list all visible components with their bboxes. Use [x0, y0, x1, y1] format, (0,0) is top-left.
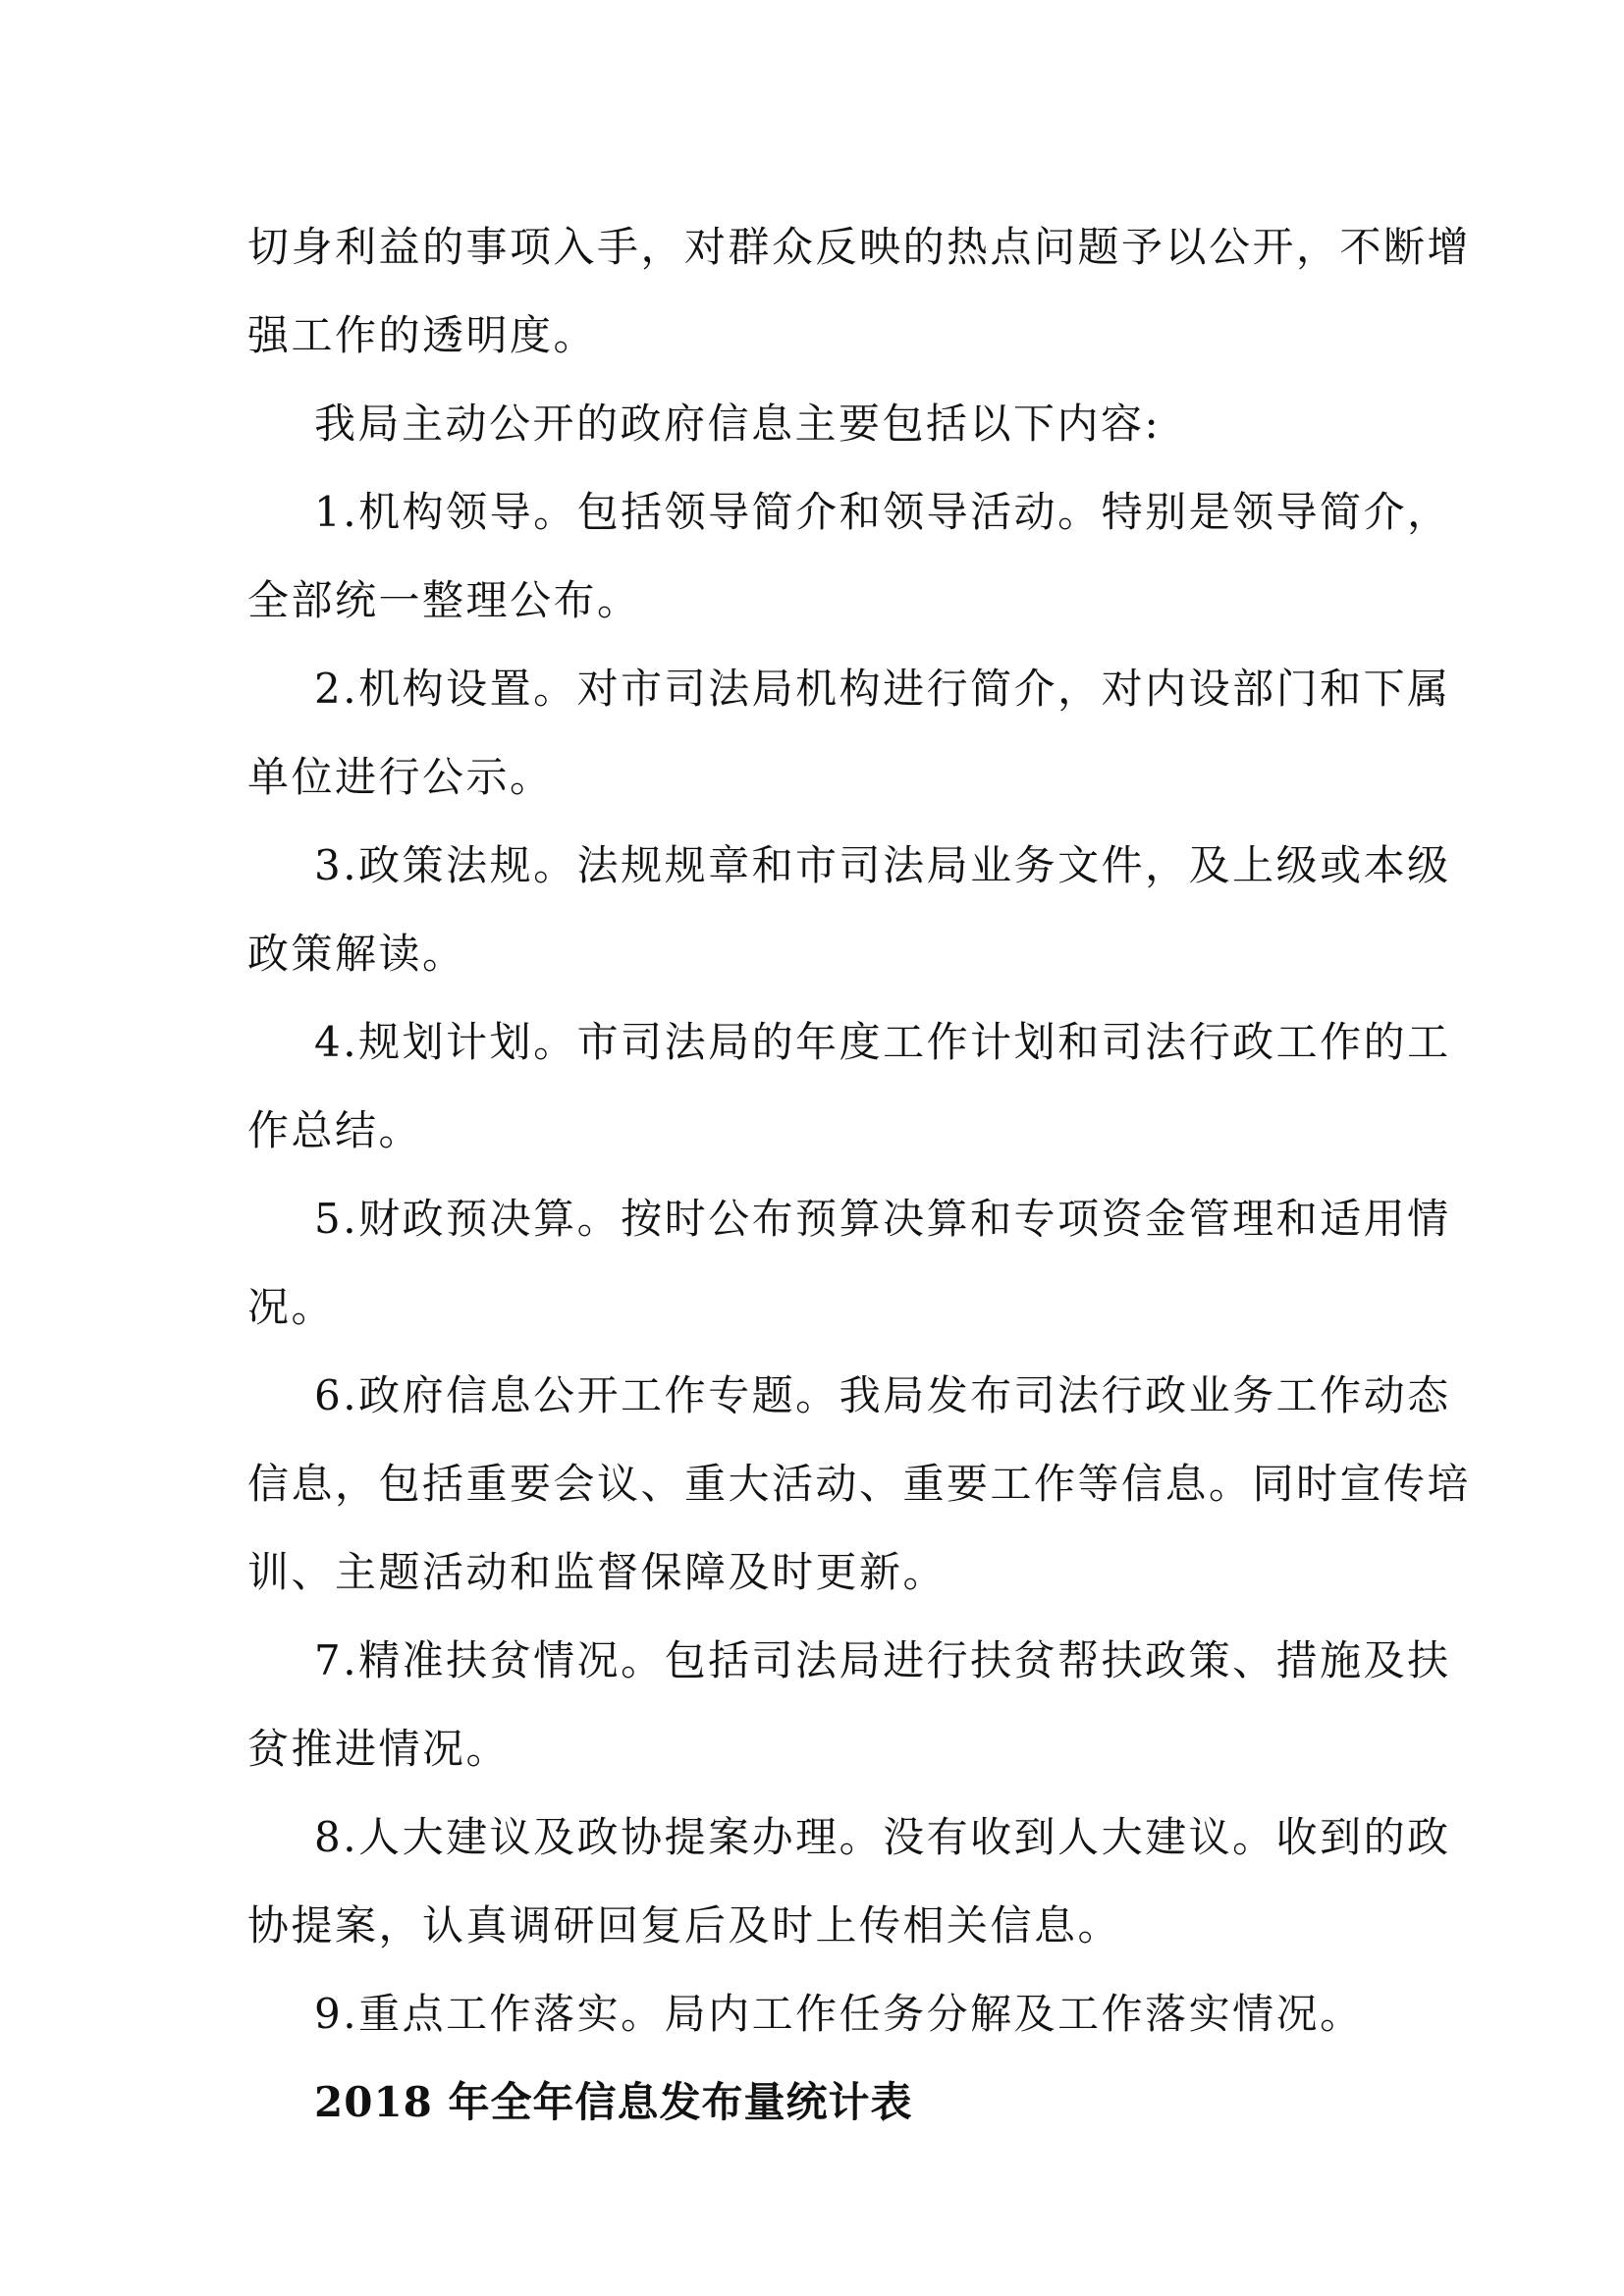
paragraph-line: 切身利益的事项入手，对群众反映的热点问题予以公开，不断增 — [247, 223, 1472, 271]
list-item-1-line: 1.机构领导。包括领导简介和领导活动。特别是领导简介， — [314, 488, 1451, 536]
list-item-8-line: 协提案，认真调研回复后及时上传相关信息。 — [247, 1901, 1122, 1949]
list-item-2-line: 单位进行公示。 — [247, 753, 554, 801]
list-item-4-line: 4.规划计划。市司法局的年度工作计划和司法行政工作的工 — [314, 1018, 1451, 1066]
list-item-6-line: 信息，包括重要会议、重大活动、重要工作等信息。同时宣传培 — [247, 1460, 1472, 1508]
list-item-5-line: 5.财政预决算。按时公布预算决算和专项资金管理和适用情 — [314, 1195, 1451, 1243]
list-item-6-line: 6.政府信息公开工作专题。我局发布司法行政业务工作动态 — [314, 1371, 1451, 1419]
list-item-7-line: 贫推进情况。 — [247, 1725, 511, 1773]
list-item-9-line: 9.重点工作落实。局内工作任务分解及工作落实情况。 — [314, 1990, 1364, 2038]
list-item-1-line: 全部统一整理公布。 — [247, 576, 641, 624]
list-item-3-line: 政策解读。 — [247, 930, 466, 978]
list-item-3-line: 3.政策法规。法规规章和市司法局业务文件，及上级或本级 — [314, 841, 1451, 889]
paragraph-line: 我局主动公开的政府信息主要包括以下内容: — [314, 400, 1162, 448]
list-item-5-line: 况。 — [247, 1283, 336, 1331]
list-item-8-line: 8.人大建议及政协提案办理。没有收到人大建议。收到的政 — [314, 1813, 1451, 1861]
list-item-6-line: 训、主题活动和监督保障及时更新。 — [247, 1548, 947, 1596]
table-heading: 2018 年全年信息发布量统计表 — [314, 2078, 913, 2126]
list-item-7-line: 7.精准扶贫情况。包括司法局进行扶贫帮扶政策、措施及扶 — [314, 1636, 1451, 1684]
list-item-2-line: 2.机构设置。对市司法局机构进行简介，对内设部门和下属 — [314, 665, 1451, 713]
list-item-4-line: 作总结。 — [247, 1106, 423, 1154]
paragraph-line: 强工作的透明度。 — [247, 311, 598, 359]
